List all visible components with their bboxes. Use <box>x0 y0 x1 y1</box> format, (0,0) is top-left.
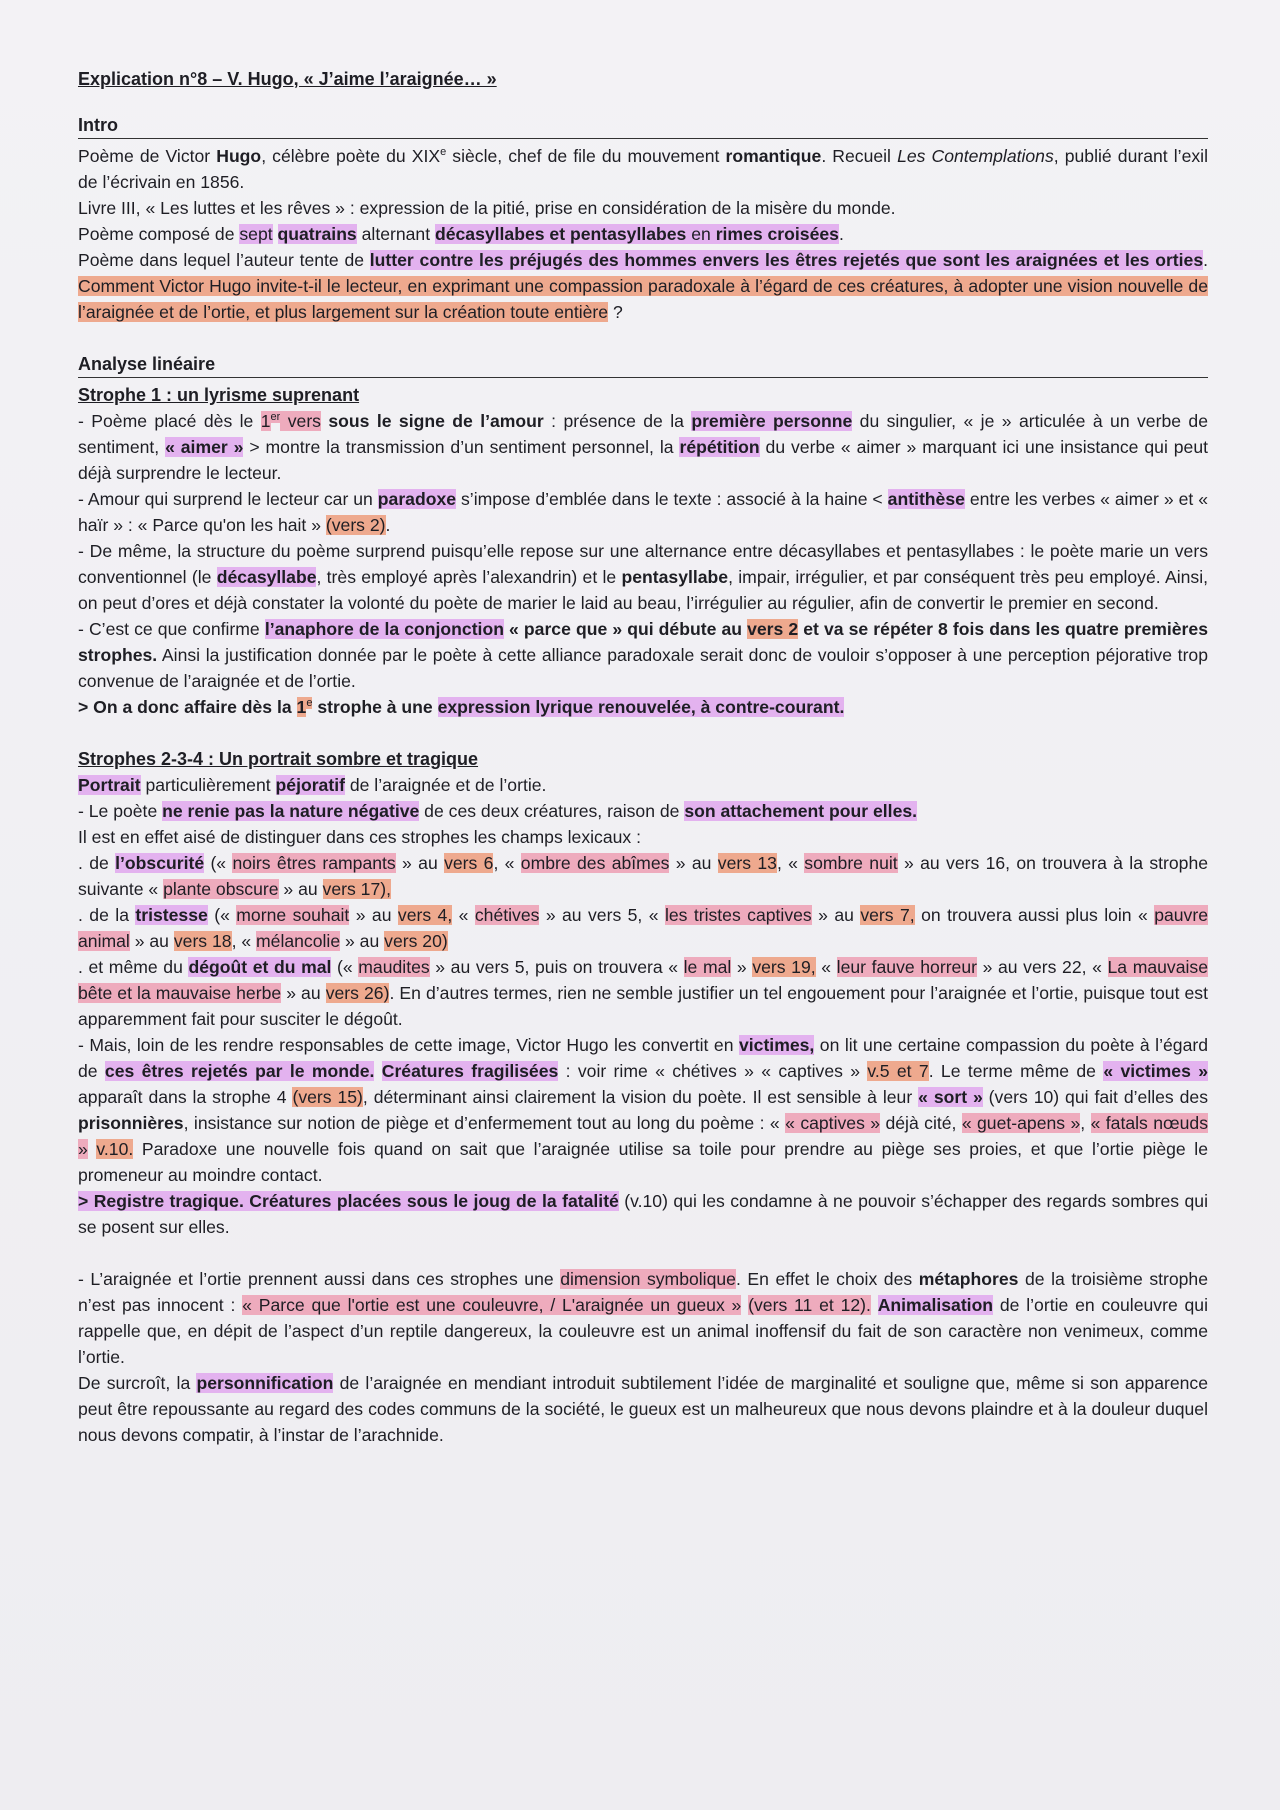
s1-point-4: - C’est ce que confirme l’anaphore de la conjonction « parce que » qui débute au vers 2 et va se répéter 8 fois dans les quatre premières strophes. Ainsi la justification donnée par le poète à cette alliance paradoxale serait donc de vouloir s’opposer à une perception péjorative trop convenue de l’araignée et de l’ortie. <box>78 619 1208 691</box>
s2-victims-paragraph: - Mais, loin de les rendre responsables de cette image, Victor Hugo les convertit en victimes, on lit une certaine compassion du poète à l’égard de ces êtres rejetés par le monde. Créatures fragilisées : voir rime « chétives » « captives » v.5 et 7. Le terme même de « victimes » apparaît dans la strophe 4 (vers 15), déterminant ainsi clairement la vision du poète. Il est sensible à leur « sort » (vers 10) qui fait d’elles des prisonnières, insistance sur notion de piège et d’enfermement tout au long du poème : « « captives » déjà cité, « guet-apens », « fatals nœuds » v.10. Paradoxe une nouvelle fois quand on sait que l’araignée utilise sa toile pour prendre au piège ses proies, et que l’ortie piège le promeneur au moindre contact. <box>78 1035 1208 1185</box>
intro-paragraph-4: Poème dans lequel l’auteur tente de lutter contre les préjugés des hommes envers les êtres rejetés que sont les araignées et les orties. Comment Victor Hugo invite-t-il le lecteur, en exprimant une compassion paradoxale à l’égard de ces créatures, à adopter une vision nouvelle de l’araignée et de l’ortie, et plus largement sur la création toute entière ? <box>78 250 1208 322</box>
s2-line-1: Portrait particulièrement péjoratif de l’araignée et de l’ortie. <box>78 775 547 795</box>
lexical-field-sadness: . de la tristesse (« morne souhait » au vers 4, « chétives » au vers 5, « les tristes captives » au vers 7, on trouvera aussi plus loin « pauvre animal » au vers 18, « mélancolie » au vers 20) <box>78 905 1208 951</box>
s1-conclusion: > On a donc affaire dès la 1e strophe à une expression lyrique renouvelée, à contre-courant. <box>78 697 845 717</box>
intro-paragraph-2: Livre III, « Les luttes et les rêves » : expression de la pitié, prise en considération de la misère du monde. <box>78 198 896 218</box>
s2-personification-paragraph: De surcroît, la personnification de l’araignée en mendiant introduit subtilement l’idée de marginalité et souligne que, même si son apparence peut être repoussante au regard des codes communs de la société, le gueux est un malheureux que nous devons plaindre et à la douleur duquel nous devons compatir, à l’instar de l’arachnide. <box>78 1373 1208 1445</box>
lexical-field-disgust: . et même du dégoût et du mal (« maudites » au vers 5, puis on trouvera « le mal » vers 19, « leur fauve horreur » au vers 22, « La mauvaise bête et la mauvaise herbe » au vers 26). En d’autres termes, rien ne semble justifier un tel engouement pour l’araignée et l’ortie, puisque tout est apparemment fait pour susciter le dégoût. <box>78 957 1208 1029</box>
s1-point-3: - De même, la structure du poème surprend puisqu’elle repose sur une alternance entre décasyllabes et pentasyllabes : le poète marie un vers conventionnel (le décasyllabe, très employé après l’alexandrin) et le pentasyllabe, impair, irrégulier, et par conséquent très peu employé. Ainsi, on peut d’ores et déjà constater la volonté du poète de marier le laid au beau, l’irrégulier au régulier, afin de convertir le premier en second. <box>78 541 1208 613</box>
intro-paragraph-3: Poème composé de sept quatrains alternant décasyllabes et pentasyllabes en rimes croisées. <box>78 224 844 244</box>
lexical-field-obscurity: . de l’obscurité (« noirs êtres rampants » au vers 6, « ombre des abîmes » au vers 13, « sombre nuit » au vers 16, on trouvera à la strophe suivante « plante obscure » au vers 17), <box>78 853 1209 899</box>
s2-symbolic-paragraph: - L’araignée et l’ortie prennent aussi dans ces strophes une dimension symbolique. En effet le choix des métaphores de la troisième strophe n’est pas innocent : « Parce que l'ortie est une couleuvre, / L'araignée un gueux » (vers 11 et 12). Animalisation de l’ortie en couleuvre qui rappelle que, en dépit de l’aspect d’un reptile dangereux, la couleuvre est un animal inoffensif du fait de son caractère non venimeux, comme l’ortie. <box>78 1269 1209 1367</box>
intro-heading: Intro <box>78 112 1208 139</box>
s1-point-2: - Amour qui surprend le lecteur car un paradoxe s’impose d’emblée dans le texte : associé à la haine < antithèse entre les verbes « aimer » et « haïr » : « Parce qu'on les hait » (vers 2). <box>78 489 1208 535</box>
document-title: Explication n°8 – V. Hugo, « J’aime l’araignée… » <box>78 69 497 89</box>
strophes-2-3-4-heading: Strophes 2-3-4 : Un portrait sombre et tragique <box>78 749 479 769</box>
intro-paragraph-1: Poème de Victor Hugo, célèbre poète du XIXe siècle, chef de file du mouvement romantique. Recueil Les Contemplations, publié durant l’exil de l’écrivain en 1856. <box>78 146 1208 192</box>
s2-tragic-register: > Registre tragique. Créatures placées sous le joug de la fatalité (v.10) qui les condamne à ne pouvoir s’échapper des regards sombres qui se posent sur elles. <box>78 1191 1208 1237</box>
document-body <box>78 66 1208 1448</box>
analysis-heading: Analyse linéaire <box>78 351 1208 378</box>
s2-line-3: Il est en effet aisé de distinguer dans ces strophes les champs lexicaux : <box>78 827 641 847</box>
strophe-1-heading: Strophe 1 : un lyrisme suprenant <box>78 385 360 405</box>
problematic-question: Comment Victor Hugo invite-t-il le lecteur, en exprimant une compassion paradoxale à l’égard de ces créatures, à adopter une vision nouvelle de l’araignée et de l’ortie, et plus largement sur la création toute entière <box>78 276 1208 322</box>
s1-point-1: - Poème placé dès le 1er vers sous le signe de l’amour : présence de la première personne du singulier, « je » articulée à un verbe de sentiment, « aimer » > montre la transmission d’un sentiment personnel, la répétition du verbe « aimer » marquant ici une insistance qui peut déjà surprendre le lecteur. <box>78 411 1208 483</box>
s2-line-2: - Le poète ne renie pas la nature négative de ces deux créatures, raison de son attachement pour elles. <box>78 801 918 821</box>
